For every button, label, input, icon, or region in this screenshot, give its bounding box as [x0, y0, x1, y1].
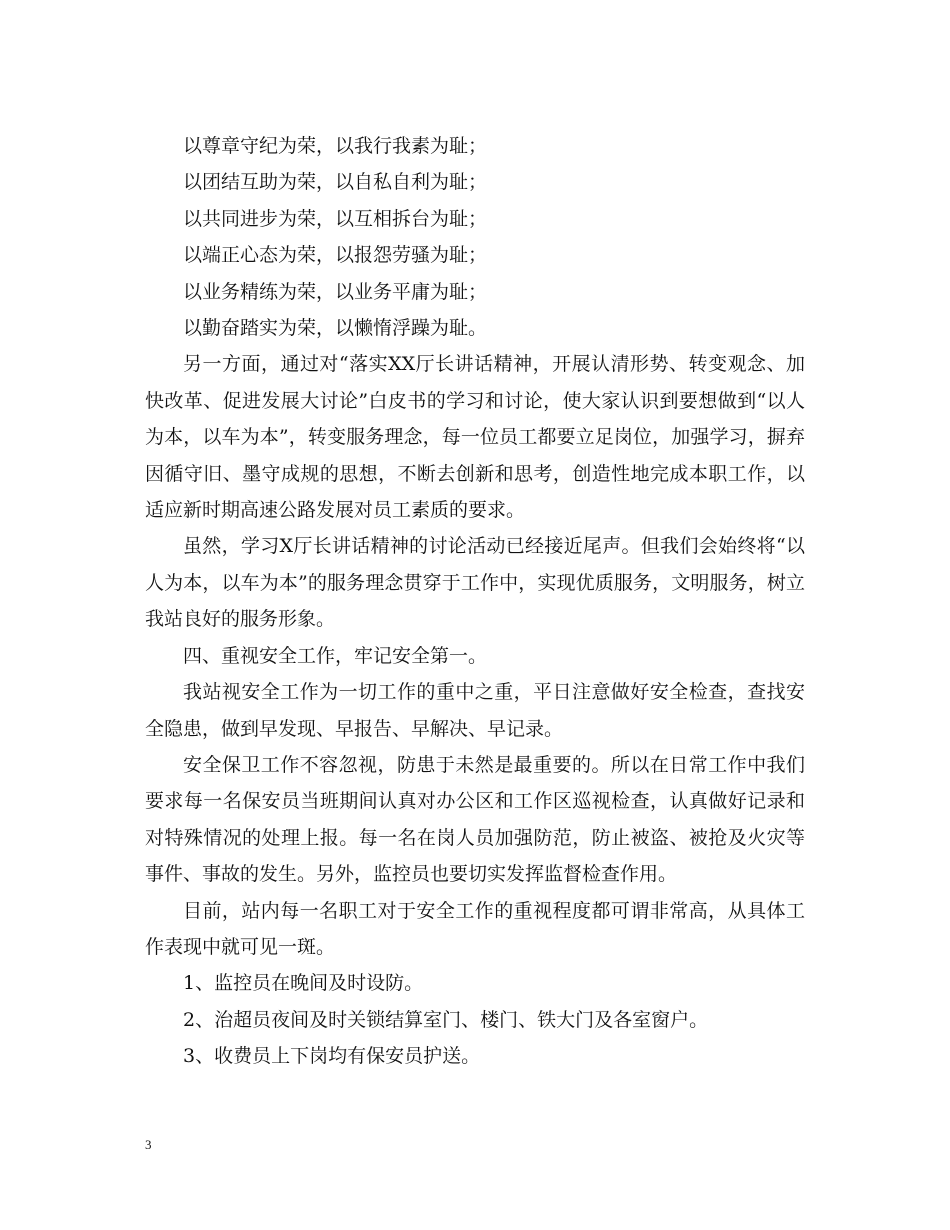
- section-heading: 四、重视安全工作，牢记安全第一。: [183, 644, 488, 667]
- list-item: 2、治超员夜间及时关锁结算室门、楼门、铁大门及各室窗户。: [183, 1008, 709, 1031]
- paragraph: 以端正心态为荣，以报怨劳骚为耻；: [183, 244, 488, 267]
- paragraph: 安全保卫工作不容忽视，防患于未然是最重要的。所以在日常工作中我们要求每一名保安员当班期间认真对办公区和工作区巡视检查，认真做好记录和对特殊情况的处理上报。每一名在岗人员加强防范，防止被盗、被抢及火灾等事件、事故的发生。另外，监控员也要切实发挥监督检查作用。: [145, 753, 805, 886]
- paragraph: 目前，站内每一名职工对于安全工作的重视程度都可谓非常高，从具体工作表现中就可见一斑。: [145, 899, 805, 958]
- paragraph: 以业务精练为荣，以业务平庸为耻；: [183, 280, 488, 303]
- paragraph: 我站视安全工作为一切工作的重中之重，平日注意做好安全检查，查找安全隐患，做到早发现、早报告、早解决、早记录。: [145, 681, 805, 740]
- page-number: 3: [145, 1137, 152, 1152]
- paragraph: 以共同进步为荣，以互相拆台为耻；: [183, 207, 488, 230]
- paragraph: 虽然，学习X厅长讲话精神的讨论活动已经接近尾声。但我们会始终将“以人为本，以车为本”的服务理念贯穿于工作中，实现优质服务，文明服务，树立我站良好的服务形象。: [145, 535, 805, 631]
- list-item: 3、收费员上下岗均有保安员护送。: [183, 1045, 481, 1068]
- list-item: 1、监控员在晚间及时设防。: [183, 972, 424, 995]
- paragraph: 以尊章守纪为荣，以我行我素为耻；: [183, 135, 488, 157]
- paragraph: 以团结互助为荣，以自私自利为耻；: [183, 171, 488, 194]
- paragraph: 以勤奋踏实为荣，以懒惰浮躁为耻。: [183, 317, 488, 340]
- paragraph: 另一方面，通过对“落实XX厅长讲话精神，开展认清形势、转变观念、加快改革、促进发展大讨论”白皮书的学习和讨论，使大家认识到要想做到“以人为本，以车为本”，转变服务理念，每一位员工都要立足岗位，加强学习，摒弃因循守旧、墨守成规的思想，不断去创新和思考，创造性地完成本职工作，以适应新时期高速公路发展对员工素质的要求。: [145, 353, 805, 522]
- document-body: [145, 128, 805, 1075]
